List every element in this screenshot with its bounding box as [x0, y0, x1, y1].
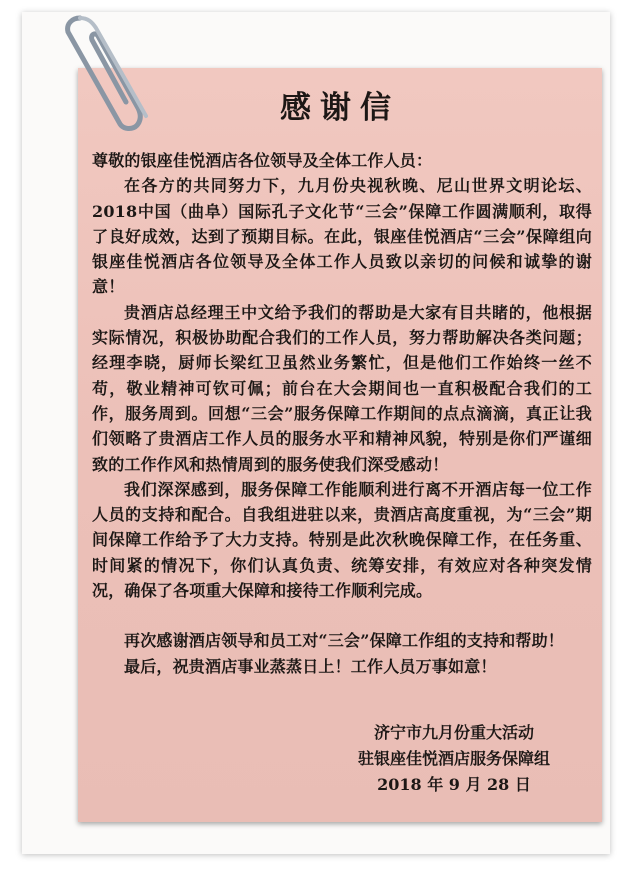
signature-date: 2018 年 9 月 28 日	[377, 775, 531, 794]
letter-title: 感谢信	[280, 90, 400, 126]
paragraph-2: 贵酒店总经理王中文给予我们的帮助是大家有目共睹的，他根据实际情况，积极协助配合我们的工作人员，努力帮助解决各类问题；经理李晓，厨师长梁红卫虽然业务繁忙，但是他们工作始终一丝不苟，敬业精神可钦可佩；前台在大会期间也一直积极配合我们的工作，服务周到。回想“三会”服务保障工作期间的点点滴滴，真正让我们领略了贵酒店工作人员的服务水平和精神风貌，特别是你们严谨细致的工作作风和热情周到的服务使我们深受感动！	[92, 302, 592, 474]
salutation: 尊敬的银座佳悦酒店各位领导及全体工作人员：	[92, 151, 433, 170]
photo-frame	[22, 12, 610, 854]
letter-body	[92, 148, 592, 679]
paperclip-icon	[50, 12, 160, 132]
signature-group: 驻银座佳悦酒店服务保障组	[357, 749, 550, 768]
spacer	[92, 603, 592, 628]
paragraph-1: 在各方的共同努力下，九月份央视秋晚、尼山世界文明论坛、2018中国（曲阜）国际孔子文化节“三会”保障工作圆满顺利，取得了良好成效，达到了预期目标。在此，银座佳悦酒店“三会”保障组向银座佳悦酒店各位领导及全体工作人员致以亲切的问候和诚挚的谢意！	[92, 176, 592, 297]
paragraph-3: 我们深深感到，服务保障工作能顺利进行离不开酒店每一位工作人员的支持和配合。自我组进驻以来，贵酒店高度重视，为“三会”期间保障工作给予了大力支持。特别是此次秋晚保障工作，在任务重、时间紧的情况下，你们认真负责、统筹安排，有效应对各种突发情况，确保了各项重大保障和接待工作顺利完成。	[92, 479, 592, 601]
signature-block	[358, 720, 550, 798]
closing-thanks: 再次感谢酒店领导和员工对“三会”保障工作组的支持和帮助！	[124, 631, 565, 651]
signature-org: 济宁市九月份重大活动	[373, 723, 534, 742]
closing-wishes: 最后，祝贵酒店事业蒸蒸日上！工作人员万事如意！	[124, 656, 497, 676]
letter-sheet	[78, 68, 602, 822]
